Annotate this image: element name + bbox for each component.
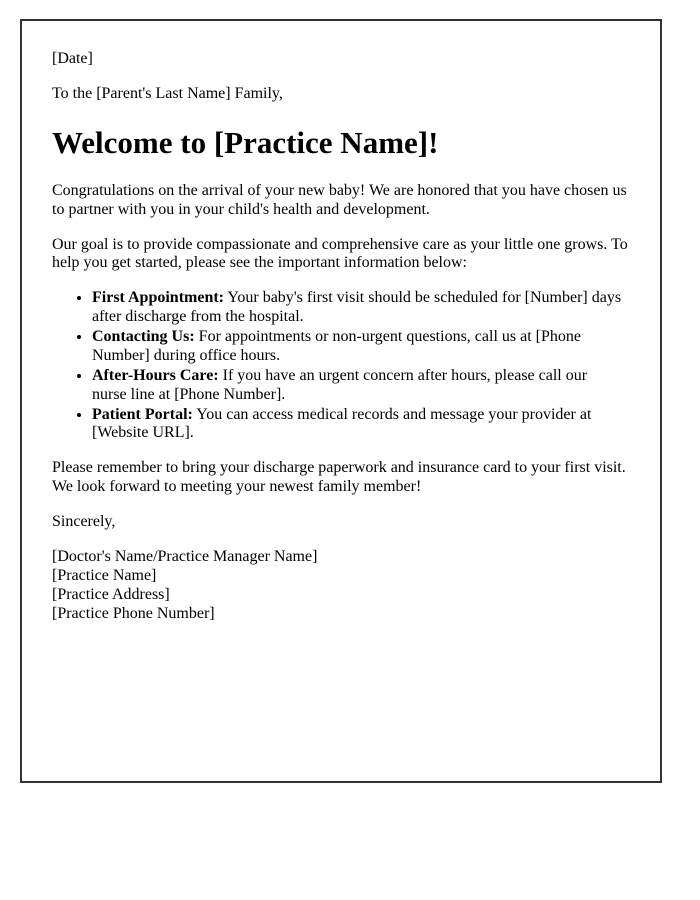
salutation: To the [Parent's Last Name] Family, bbox=[52, 84, 283, 102]
closing: Sincerely, bbox=[52, 513, 116, 531]
bullet-label: After-Hours Care: bbox=[92, 366, 219, 384]
signature-practice-name: [Practice Name] bbox=[52, 566, 157, 584]
bullet-label: Contacting Us: bbox=[92, 328, 195, 346]
paragraph-goal: Our goal is to provide compassionate and comprehensive care as your little one grows. To help you get started, please see the important information below: bbox=[52, 235, 628, 272]
paragraph-reminder: Please remember to bring your discharge paperwork and insurance card to your first visit. We look forward to meeting your newest family member! bbox=[52, 459, 626, 496]
info-list bbox=[52, 289, 630, 443]
list-item-contacting-us bbox=[92, 328, 630, 366]
bullet-label: Patient Portal: bbox=[92, 405, 193, 423]
date-line: [Date] bbox=[52, 50, 93, 67]
bullet-text: You can access medical records and message your provider at [Website URL]. bbox=[92, 405, 592, 442]
signature-block bbox=[52, 548, 630, 624]
bullet-label: First Appointment: bbox=[92, 289, 224, 307]
list-item-patient-portal bbox=[92, 406, 630, 444]
letter-heading: Welcome to [Practice Name]! bbox=[52, 124, 439, 160]
signature-practice-phone: [Practice Phone Number] bbox=[52, 604, 215, 622]
paragraph-congratulations: Congratulations on the arrival of your new baby! We are honored that you have chosen us to partner with you in your child's health and development. bbox=[52, 181, 627, 218]
signature-doctor-name: [Doctor's Name/Practice Manager Name] bbox=[52, 547, 318, 565]
bullet-text: For appointments or non-urgent questions, call us at [Phone Number] during office hours. bbox=[92, 328, 581, 364]
signature-practice-address: [Practice Address] bbox=[52, 585, 170, 603]
list-item-first-appointment bbox=[92, 289, 630, 327]
bullet-text: If you have an urgent concern after hours, please call our nurse line at [Phone Number]. bbox=[92, 366, 588, 403]
list-item-after-hours-care bbox=[92, 367, 630, 405]
letter-page bbox=[20, 19, 662, 783]
bullet-text: Your baby's first visit should be scheduled for [Number] days after discharge from the hospital. bbox=[92, 289, 622, 326]
